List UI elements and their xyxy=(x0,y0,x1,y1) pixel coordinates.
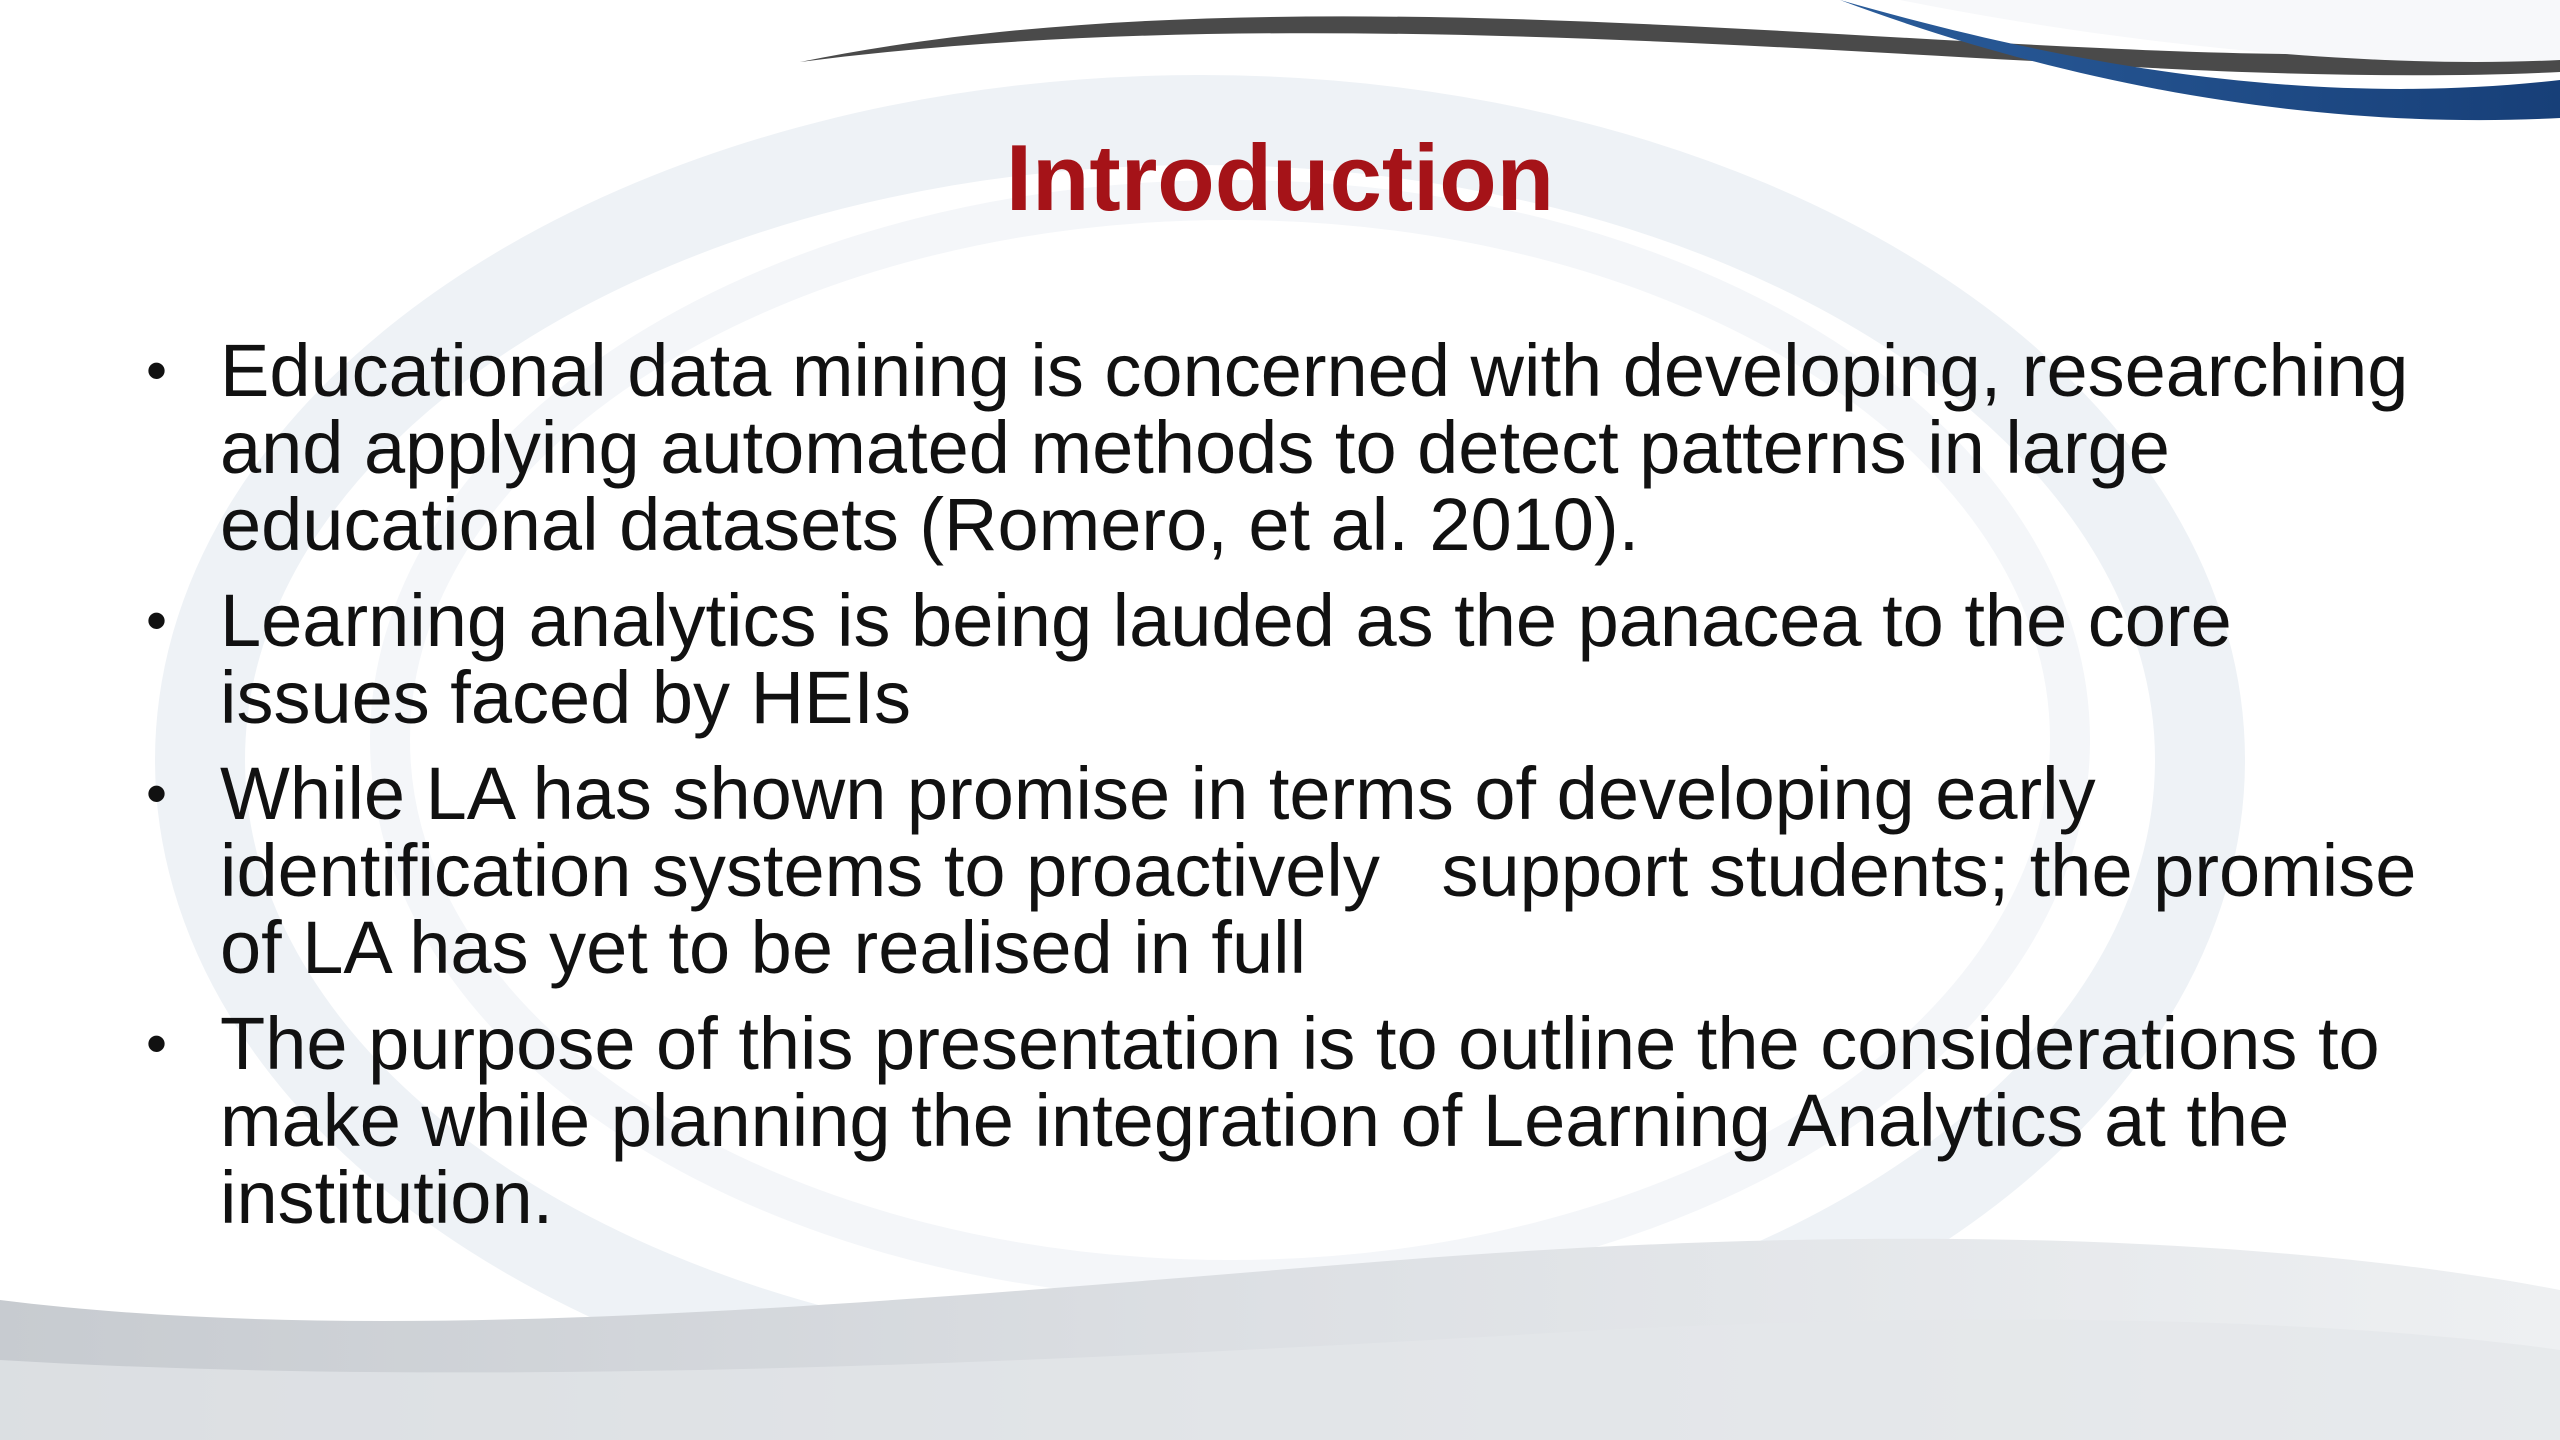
bullet-item xyxy=(140,579,2440,739)
bullet-dot-icon: • xyxy=(146,337,168,404)
bullet-text: While LA has shown promise in terms of developing early identification systems to proactively support students; the promise of LA has yet to be realised in full xyxy=(220,752,2437,989)
bullet-dot-icon: • xyxy=(146,1010,168,1077)
bullet-text: Learning analytics is being lauded as the panacea to the core issues faced by HEIs xyxy=(220,579,2232,739)
bullet-item xyxy=(140,329,2440,566)
bullet-text: Educational data mining is concerned with developing, researching and applying automated methods to detect patterns in large educational datasets (Romero, et al. 2010). xyxy=(220,329,2409,566)
bullet-item xyxy=(140,752,2440,989)
bullet-list xyxy=(140,329,2440,1255)
slide-title: Introduction xyxy=(1005,125,1555,230)
bullet-dot-icon: • xyxy=(146,760,168,827)
bullet-item xyxy=(140,1002,2440,1239)
bullet-dot-icon: • xyxy=(146,587,168,654)
bullet-text: The purpose of this presentation is to outline the considerations to make while planning the integration of Learning Analytics at the institution. xyxy=(220,1002,2380,1239)
